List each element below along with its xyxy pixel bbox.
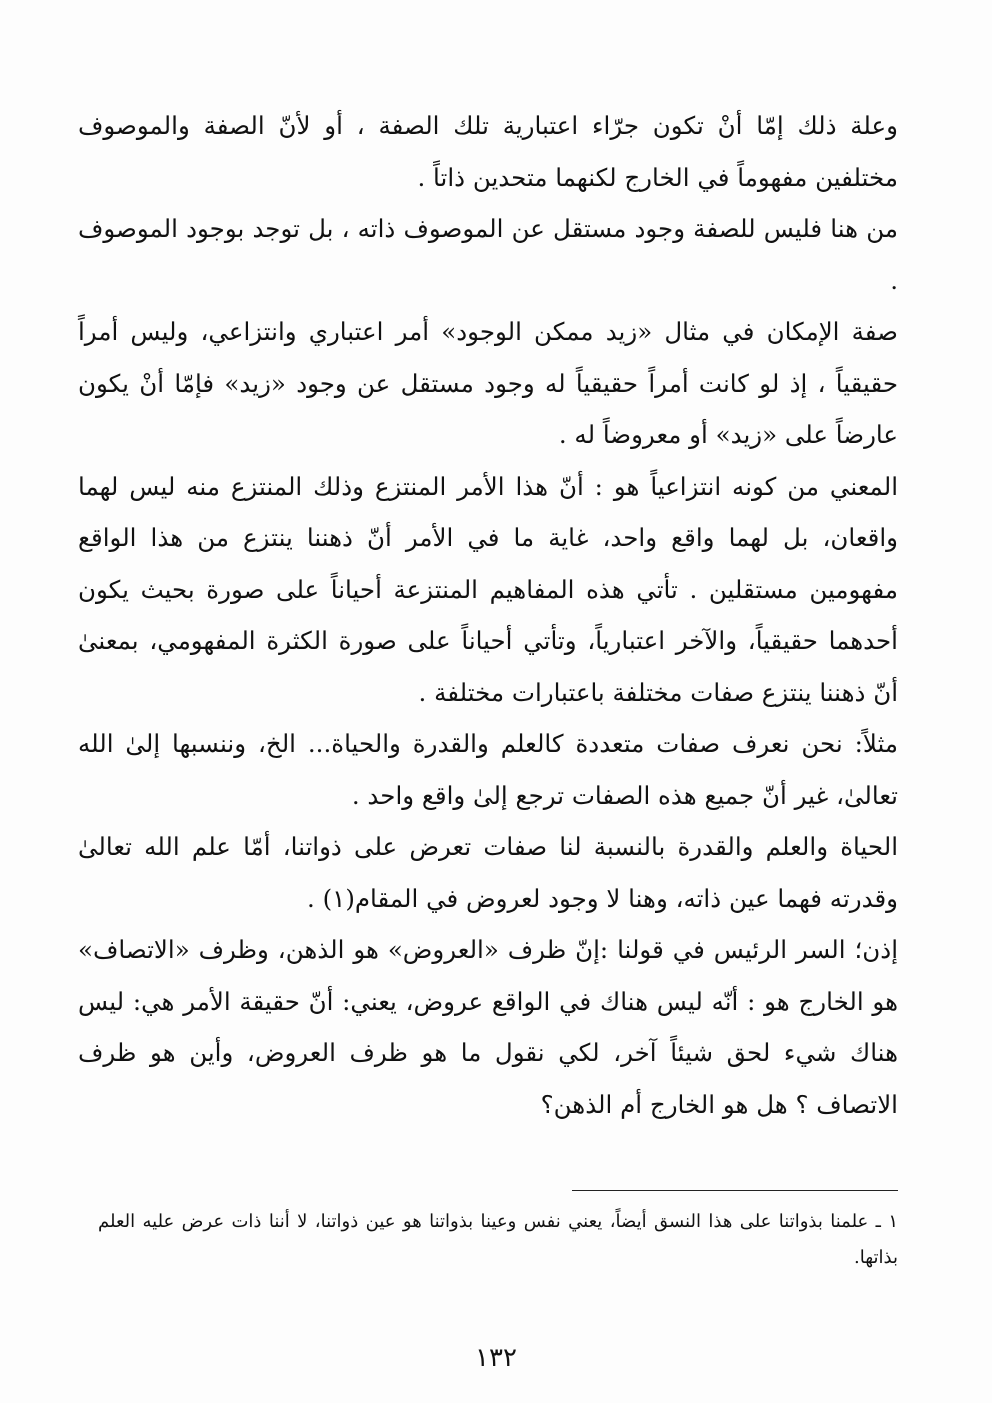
paragraph-no-independent-existence: من هنا فليس للصفة وجود مستقل عن الموصوف ذاته ، بل توجد بوجود الموصوف . bbox=[78, 214, 898, 295]
page-number: ١٣٢ bbox=[475, 1343, 517, 1373]
paragraph-abstraction-meaning: المعني من كونه انتزاعياً هو : أنّ هذا الأمر المنتزع وذلك المنتزع منه ليس لهما واقعان، بل لهما واقع واحد، غاية ما في الأمر أنّ ذهننا ينتزع من هذا الواقع مفهومين مستقلين . تأتي هذه المفاهيم المنتزعة أحياناً على صورة بحيث يكون أحدهما حقيقياً، والآخر اعتبارياً، وتأتي أحياناً على صورة الكثرة المفهومي، بمعنىٰ أنّ ذهننا ينتزع صفات مختلفة باعتبارات مختلفة . bbox=[78, 471, 898, 707]
footnote-divider bbox=[572, 1190, 898, 1191]
paragraph-example-attributes: مثلاً: نحن نعرف صفات متعددة كالعلم والقدرة والحياة... الخ، وننسبها إلىٰ الله تعالىٰ، غير أنّ جميع هذه الصفات ترجع إلىٰ واقع واحد . bbox=[78, 729, 898, 810]
footnote: ١ ـ علمنا بذواتنا على هذا النسق أيضاً، يعني نفس وعينا بذواتنا هو عين ذواتنا، لا أننا ذات عرض عليه العلم بذاتها. bbox=[98, 1211, 898, 1268]
paragraph-main-secret: إذن؛ السر الرئيس في قولنا :إنّ ظرف «العروض» هو الذهن، وظرف «الاتصاف» هو الخارج هو : أنّه ليس هناك في الواقع عروض، يعني: أنّ حقيقة الأمر هي: ليس هناك شيء لحق شيئاً آخر، لكي نقول ما هو ظرف العروض، وأين هو ظرف الاتصاف ؟ هل هو الخارج أم الذهن؟ bbox=[78, 935, 898, 1119]
paragraph-possibility-attribute: صفة الإمكان في مثال «زيد ممكن الوجود» أمر اعتباري وانتزاعي، وليس أمراً حقيقياً ، إذ لو كانت أمراً حقيقياً له وجود مستقل عن وجود «زيد» فإمّا أنْ يكون عارضاً على «زيد» أو معروضاً له . bbox=[78, 317, 898, 449]
main-text-block bbox=[78, 100, 898, 1130]
paragraph-reason: وعلة ذلك إمّا أنْ تكون جرّاء اعتبارية تلك الصفة ، أو لأنّ الصفة والموصوف مختلفين مفهوماً في الخارج لكنهما متحدين ذاتاً . bbox=[78, 111, 898, 192]
paragraph-life-knowledge-power: الحياة والعلم والقدرة بالنسبة لنا صفات تعرض على ذواتنا، أمّا علم الله تعالىٰ وقدرته فهما عين ذاته، وهنا لا وجود لعروض في المقام(١) . bbox=[78, 832, 898, 913]
